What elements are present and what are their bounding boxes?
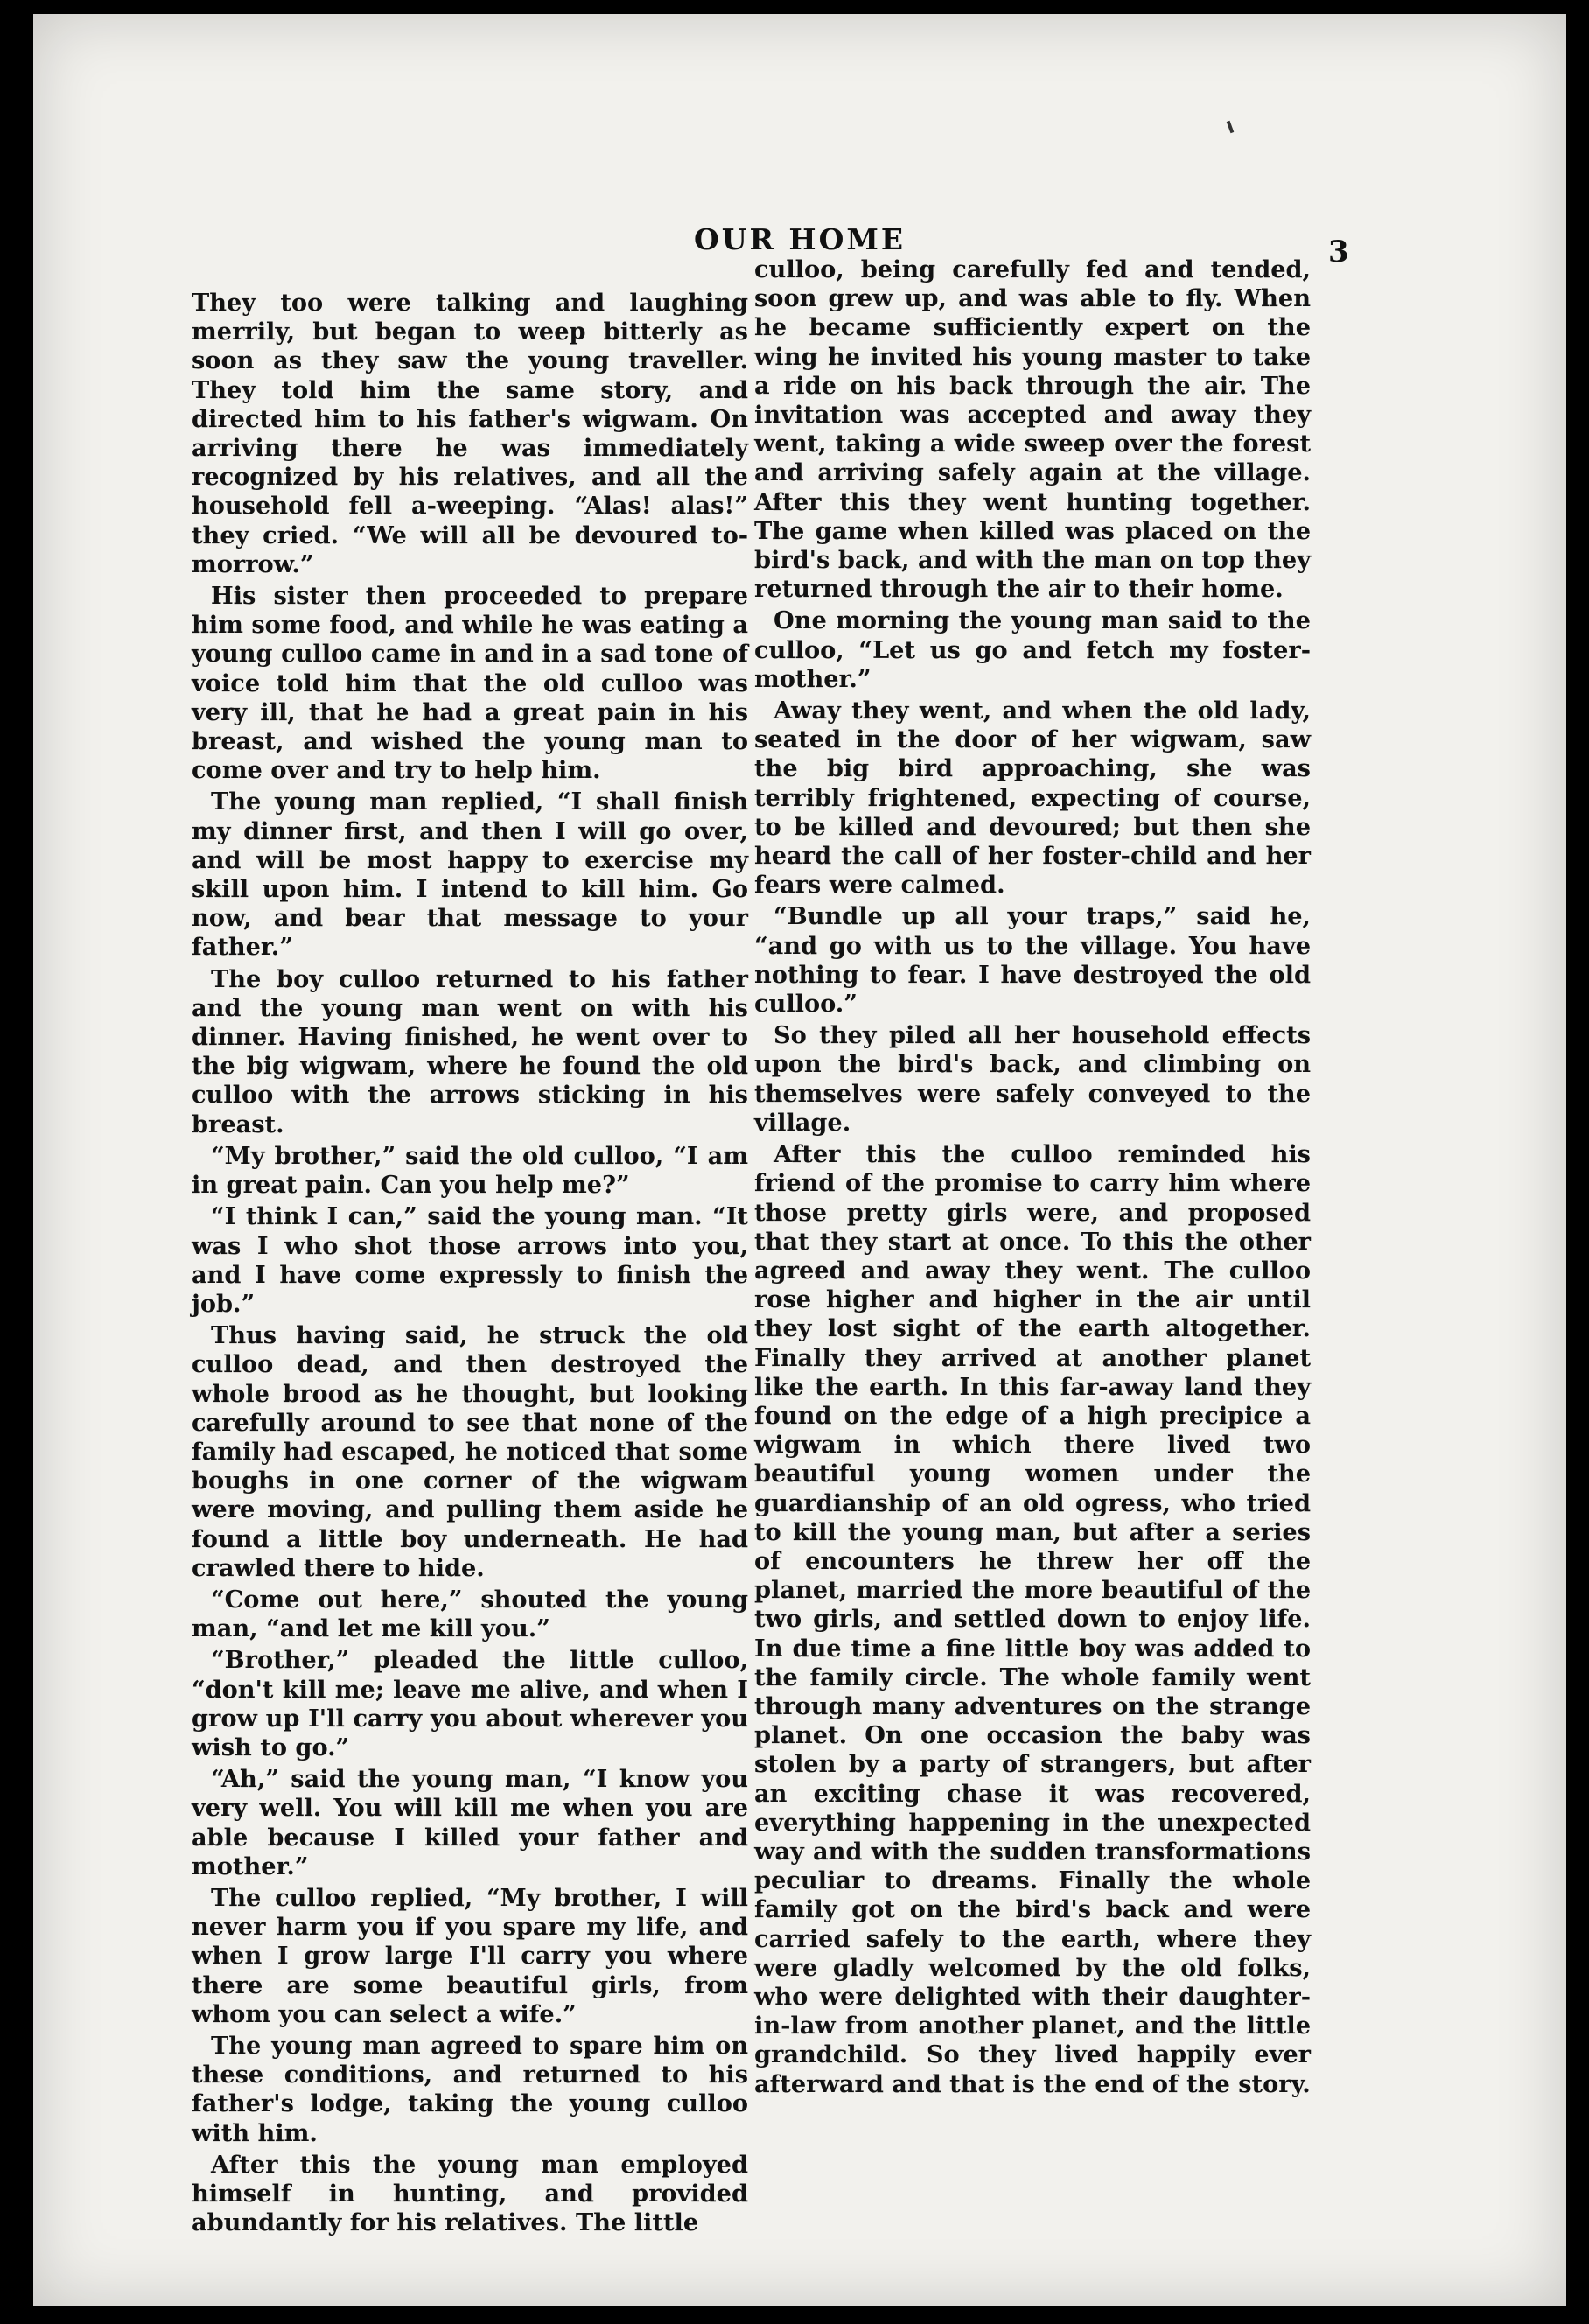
paragraph: Away they went, and when the old lady, seated in the door of her wigwam, saw the big bird approaching, she was terribly frightened, expecting of course, to be killed and devoured; but then she heard the call of her foster-child and her fears were calmed. [754,696,1311,900]
paragraph: The young man agreed to spare him on these conditions, and returned to his father's lodge, taking the young culloo with him. [192,2031,748,2147]
right-column [754,256,1311,2102]
paragraph: “Brother,” pleaded the little culloo, “don't kill me; leave me alive, and when I grow up I'll carry you about wherever you wish to go.” [192,1646,748,1761]
paragraph: The culloo replied, “My brother, I will never harm you if you spare my life, and when I grow large I'll carry you where there are some beautiful girls, from whom you can select a wife.” [192,1883,748,2028]
paragraph: One morning the young man said to the culloo, “Let us go and fetch my foster-mother.” [754,606,1311,693]
paragraph: culloo, being carefully fed and tended, soon grew up, and was able to fly. When he became sufficiently expert on the wing he invited his young master to take a ride on his back through the air. The invitation was accepted and away they went, taking a wide sweep over the forest and arriving safely again at the village. After this they went hunting together. The game when killed was placed on the bird's back, and with the man on top they returned through the air to their home. [754,256,1311,604]
paragraph: After this the culloo reminded his friend of the promise to carry him where those pretty girls were, and proposed that they start at once. To this the other agreed and away they went. The culloo rose higher and higher in the air until they lost sight of the earth altogether. Finally they arrived at another planet like the earth. In this far-away land they found on the edge of a high precipice a wigwam in which there lived two beautiful young women under the guardianship of an old ogress, who tried to kill the young man, but after a series of encounters he threw her off the planet, married the more beautiful of the two girls, and settled down to enjoy life. In due time a fine little boy was added to the family circle. The whole family went through many adventures on the strange planet. On one occasion the baby was stolen by a party of strangers, but after an exciting chase it was recovered, everything happening in the unexpected way and with the sudden transformations peculiar to dreams. Finally the whole family got on the bird's back and were carried safely to the earth, where they were gladly welcomed by the old folks, who were delighted with their daughter-in-law from another planet, and the little grandchild. So they lived happily ever afterward and that is the end of the story. [754,1140,1311,2098]
scan-speck [1227,121,1235,134]
paragraph: His sister then proceeded to prepare him some food, and while he was eating a young culloo came in and in a sad tone of voice told him that the old culloo was very ill, that he had a great pain in his breast, and wished the young man to come over and try to help him. [192,582,748,785]
paragraph: Thus having said, he struck the old culloo dead, and then destroyed the whole brood as he thought, but looking carefully around to see that none of the family had escaped, he noticed that some boughs in one corner of the wigwam were moving, and pulling them aside he found a little boy underneath. He had crawled there to hide. [192,1321,748,1582]
paragraph: So they piled all her household effects upon the bird's back, and climbing on themselves were safely conveyed to the village. [754,1021,1311,1137]
running-head: OUR HOME [693,222,906,256]
paragraph: “Ah,” said the young man, “I know you very well. You will kill me when you are able because I killed your father and mother.” [192,1765,748,1880]
paragraph: “My brother,” said the old culloo, “I am in great pain. Can you help me?” [192,1141,748,1200]
paragraph: “Come out here,” shouted the young man, “and let me kill you.” [192,1585,748,1643]
paragraph: The young man replied, “I shall finish my dinner first, and then I will go over, and will be most happy to exercise my skill upon him. I intend to kill him. Go now, and bear that message to your father.” [192,788,748,962]
scanned-page [33,14,1566,2306]
paragraph: After this the young man employed himself in hunting, and provided abundantly for his relatives. The little [192,2150,748,2237]
paragraph: They too were talking and laughing merrily, but began to weep bitterly as soon as they saw the young traveller. They told him the same story, and directed him to his father's wigwam. On arriving there he was immediately recognized by his relatives, and all the household fell a-weeping. “Alas! alas!” they cried. “We will all be devoured to-morrow.” [192,289,748,578]
page-number: 3 [1328,234,1349,270]
paragraph: “Bundle up all your traps,” said he, “and go with us to the village. You have nothing to fear. I have destroyed the old culloo.” [754,902,1311,1018]
paragraph: The boy culloo returned to his father and the young man went on with his dinner. Having finished, he went over to the big wigwam, where he found the old culloo with the arrows sticking in his breast. [192,964,748,1138]
paragraph: “I think I can,” said the young man. “It was I who shot those arrows into you, and I have come expressly to finish the job.” [192,1202,748,1318]
left-column [192,289,748,2240]
